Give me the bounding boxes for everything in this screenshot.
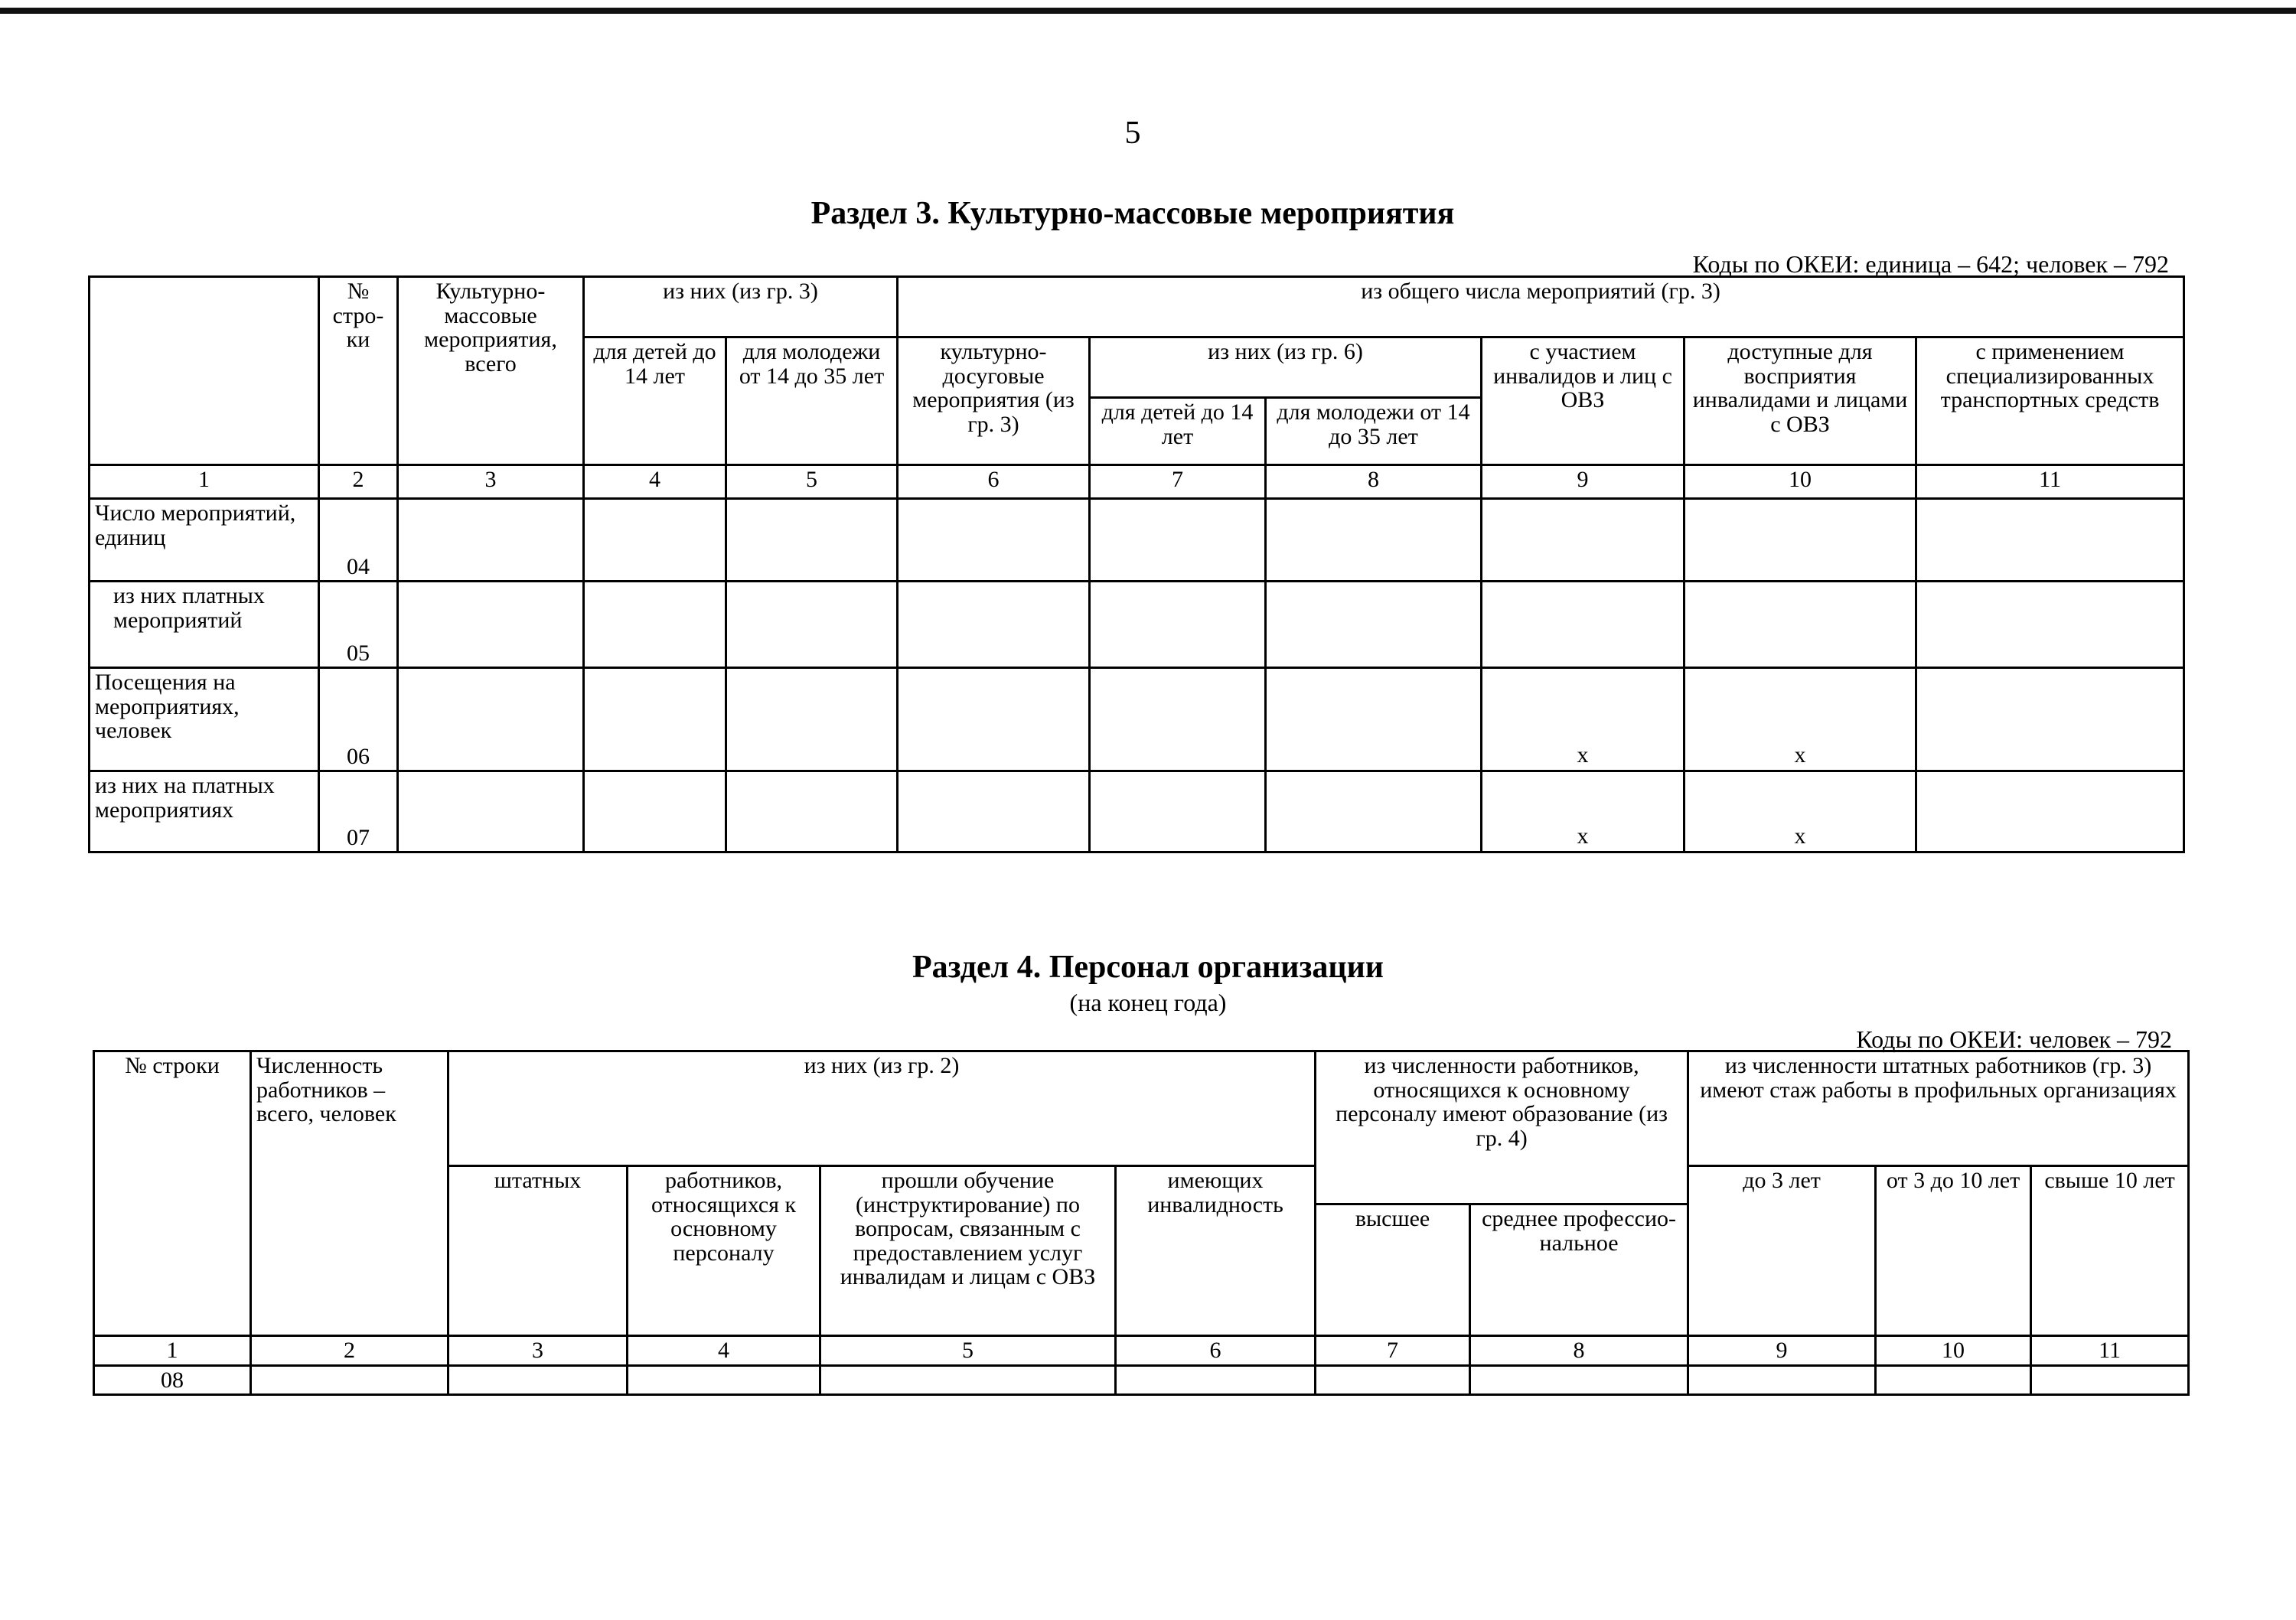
data-cell[interactable] [726, 771, 898, 852]
s3-header-row-no: № стро-ки [319, 277, 398, 465]
s3-col-number: 6 [898, 465, 1090, 499]
section4-title: Раздел 4. Персонал организации [912, 950, 1384, 985]
data-cell[interactable] [1916, 499, 2184, 582]
data-cell[interactable] [584, 668, 726, 771]
data-cell[interactable] [398, 499, 584, 582]
s3-col-number: 8 [1266, 465, 1482, 499]
page-number: 5 [1124, 116, 1141, 151]
row-code: 04 [319, 499, 398, 582]
s4-header-core: работников, относящихся к основному персоналу [628, 1166, 820, 1336]
section3-table [88, 275, 2185, 853]
data-cell[interactable] [1090, 771, 1266, 852]
table-row [90, 771, 2184, 852]
table-row [90, 582, 2184, 668]
s4-col-number: 2 [251, 1336, 448, 1366]
data-cell[interactable] [1684, 582, 1916, 668]
s3-header-accessible: доступные для восприятия инвалидами и лицами с ОВЗ [1684, 337, 1916, 465]
data-cell[interactable] [1090, 668, 1266, 771]
s4-header-gt10: свыше 10 лет [2031, 1166, 2189, 1336]
data-cell[interactable] [1684, 771, 1916, 852]
s3-header-disabled: с участием инвалидов и лиц с ОВЗ [1482, 337, 1684, 465]
data-cell[interactable] [584, 582, 726, 668]
data-cell[interactable] [448, 1365, 628, 1395]
data-cell[interactable] [1876, 1365, 2031, 1395]
row-code: 05 [319, 582, 398, 668]
data-cell[interactable] [398, 582, 584, 668]
s4-col-number: 10 [1876, 1336, 2031, 1366]
s4-header-3to10: от 3 до 10 лет [1876, 1166, 2031, 1336]
s4-header-of-them: из них (из гр. 2) [448, 1051, 1316, 1166]
section4-table [93, 1050, 2190, 1396]
table-row [90, 499, 2184, 582]
data-cell[interactable] [628, 1365, 820, 1395]
data-cell[interactable] [1090, 499, 1266, 582]
data-cell[interactable] [1684, 668, 1916, 771]
data-cell[interactable] [1684, 499, 1916, 582]
row-label: из них платных мероприятий [90, 582, 319, 668]
data-cell[interactable] [1916, 668, 2184, 771]
data-cell[interactable] [1916, 771, 2184, 852]
s3-header-youth6: для молодежи от 14 до 35 лет [1266, 398, 1482, 465]
row-code: 07 [319, 771, 398, 852]
s4-header-disability: имеющих инвалидность [1116, 1166, 1316, 1336]
row-label: Число мероприятий, единиц [90, 499, 319, 582]
s4-header-education: из численности работников, относящихся к основному персоналу имеют образование (из гр. 4) [1316, 1051, 1688, 1204]
s3-header-children: для детей до 14 лет [584, 337, 726, 465]
s4-header-staff: штатных [448, 1166, 628, 1336]
data-cell[interactable] [1482, 771, 1684, 852]
s4-col-number: 5 [820, 1336, 1116, 1366]
s3-col-number: 11 [1916, 465, 2184, 499]
cross-mark: x [1794, 742, 1806, 768]
s4-header-total: Численность работников – всего, человек [251, 1051, 448, 1336]
data-cell[interactable] [1916, 582, 2184, 668]
s4-col-number: 7 [1316, 1336, 1470, 1366]
data-cell[interactable] [898, 668, 1090, 771]
data-cell[interactable] [1482, 582, 1684, 668]
section4-subtitle: (на конец года) [1069, 989, 1227, 1016]
s3-header-of-them: из них (из гр. 3) [584, 277, 898, 337]
section3-title: Раздел 3. Культурно-массовые мероприятия [810, 196, 1455, 231]
data-cell[interactable] [584, 771, 726, 852]
s4-col-number: 6 [1116, 1336, 1316, 1366]
cross-mark: x [1577, 742, 1589, 768]
s4-header-experience: из численности штатных работников (гр. 3) имеют стаж работы в профильных организациях [1688, 1051, 2189, 1166]
data-cell[interactable] [1116, 1365, 1316, 1395]
top-border-line [0, 8, 2296, 14]
data-cell[interactable] [584, 499, 726, 582]
section3-okei: Коды по ОКЕИ: единица – 642; человек – 792 [1692, 250, 2169, 278]
data-cell[interactable] [251, 1365, 448, 1395]
data-cell[interactable] [1266, 582, 1482, 668]
data-cell[interactable] [1688, 1365, 1876, 1395]
data-cell[interactable] [1266, 499, 1482, 582]
s4-header-trained: прошли обучение (инструктирование) по вопросам, связанным с предоставлением услуг инвалидам и лицам с ОВЗ [820, 1166, 1116, 1336]
s3-header-transport: с применением специализированных транспортных средств [1916, 337, 2184, 465]
data-cell[interactable] [398, 668, 584, 771]
s4-header-vocational: среднее профессио-нальное [1470, 1204, 1688, 1336]
data-cell[interactable] [1482, 668, 1684, 771]
s3-col-number: 4 [584, 465, 726, 499]
cross-mark: x [1794, 823, 1806, 849]
s3-col-number: 10 [1684, 465, 1916, 499]
data-cell[interactable] [898, 771, 1090, 852]
s3-col-number: 1 [90, 465, 319, 499]
data-cell[interactable] [1090, 582, 1266, 668]
s3-col-number: 7 [1090, 465, 1266, 499]
data-cell[interactable] [898, 499, 1090, 582]
data-cell[interactable] [820, 1365, 1116, 1395]
s3-header-children6: для детей до 14 лет [1090, 398, 1266, 465]
s3-header-leisure: культурно-досуговые мероприятия (из гр. 3) [898, 337, 1090, 465]
data-cell[interactable] [898, 582, 1090, 668]
row-code: 08 [94, 1365, 251, 1395]
s3-col-number: 9 [1482, 465, 1684, 499]
s3-header-blank [90, 277, 319, 465]
s4-col-number: 3 [448, 1336, 628, 1366]
s4-col-number: 4 [628, 1336, 820, 1366]
cross-mark: x [1577, 823, 1589, 849]
s4-header-row-no: № строки [94, 1051, 251, 1336]
s4-col-number: 11 [2031, 1336, 2189, 1366]
s4-col-number: 8 [1470, 1336, 1688, 1366]
row-label: Посещения на мероприятиях, человек [90, 668, 319, 771]
section4-okei: Коды по ОКЕИ: человек – 792 [1856, 1025, 2172, 1053]
row-code: 06 [319, 668, 398, 771]
data-cell[interactable] [726, 582, 898, 668]
s3-col-number: 5 [726, 465, 898, 499]
row-label: из них на платных мероприятиях [90, 771, 319, 852]
table-row [90, 668, 2184, 771]
s3-header-of-them6: из них (из гр. 6) [1090, 337, 1482, 398]
s3-col-number: 3 [398, 465, 584, 499]
s3-header-total: Культурно-массовые мероприятия, всего [398, 277, 584, 465]
data-cell[interactable] [398, 771, 584, 852]
data-cell[interactable] [1316, 1365, 1470, 1395]
s3-col-number: 2 [319, 465, 398, 499]
s4-col-number: 1 [94, 1336, 251, 1366]
data-cell[interactable] [1266, 668, 1482, 771]
data-cell[interactable] [1470, 1365, 1688, 1395]
data-cell[interactable] [2031, 1365, 2189, 1395]
table-row [94, 1365, 2189, 1395]
data-cell[interactable] [1266, 771, 1482, 852]
s4-header-lt3: до 3 лет [1688, 1166, 1876, 1336]
s3-header-of-total: из общего числа мероприятий (гр. 3) [898, 277, 2184, 337]
data-cell[interactable] [1482, 499, 1684, 582]
s4-header-higher: высшее [1316, 1204, 1470, 1336]
s4-col-number: 9 [1688, 1336, 1876, 1366]
data-cell[interactable] [726, 668, 898, 771]
data-cell[interactable] [726, 499, 898, 582]
s3-header-youth: для молодежи от 14 до 35 лет [726, 337, 898, 465]
